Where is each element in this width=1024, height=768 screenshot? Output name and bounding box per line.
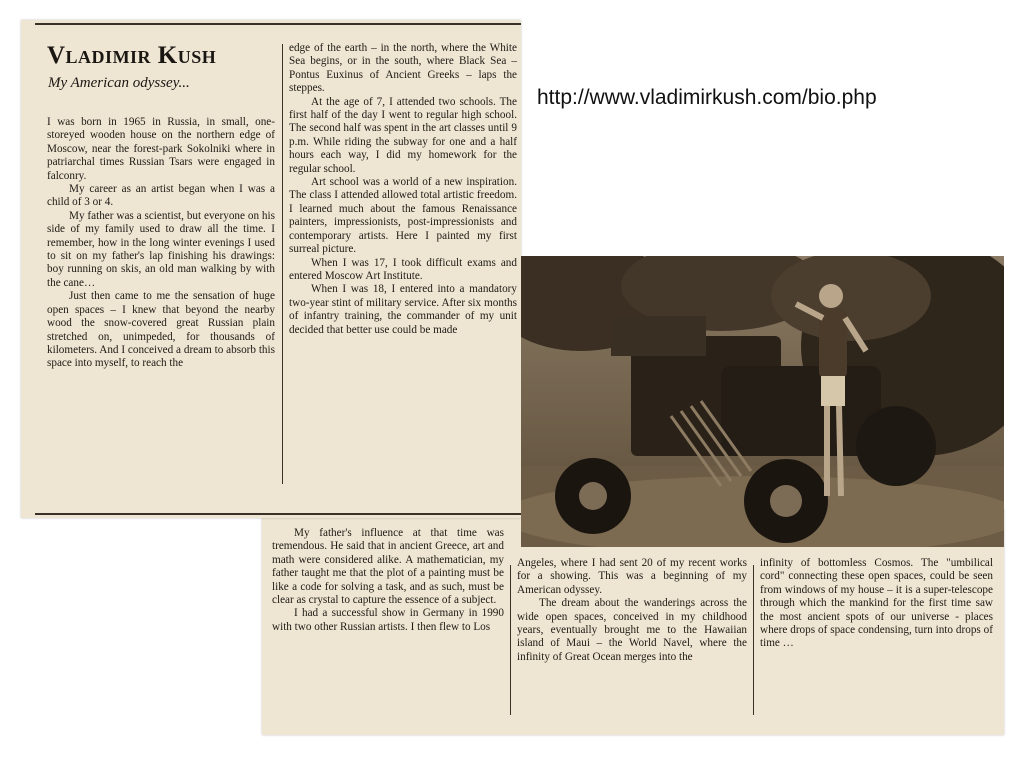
paragraph: Art school was a world of a new inspiration. The class I attended allowed total artistic freedom. I learned much about the famous Renaissance painters, impressionists, post-impressionists and contemporary artists. Here I painted my first surreal picture. [289,176,517,256]
paragraph: My career as an artist began when I was a child of 3 or 4. [47,183,275,209]
source-url[interactable]: http://www.vladimirkush.com/bio.php [537,86,877,109]
bottom-rule [35,513,521,515]
paragraph: Angeles, where I had sent 20 of my recent works for a showing. This was a beginning of my American odyssey. [517,557,747,596]
photo-illustration [521,256,1004,547]
text-column-4 [517,557,747,664]
paragraph: When I was 18, I entered into a mandatory two-year stint of military service. After six months of infantry training, the commander of my unit decided that better use could be made [289,283,517,336]
paragraph: I was born in 1965 in Russia, in small, one-storeyed wooden house on the northern edge of Moscow, near the forest-park Sokolniki where in patriarchal times Russian Tsars were engaged in falconry. [47,116,275,182]
column-divider [510,565,511,715]
paragraph: I had a successful show in Germany in 1990 with two other Russian artists. I then flew to Los [272,607,504,633]
column-divider [282,44,283,484]
article-subtitle: My American odyssey... [48,75,190,91]
paragraph: My father was a scientist, but everyone on his side of my family used to draw all the time. I remember, how in the long winter evenings I used to sit on my father's lap finishing his drawings: boy running on skis, an old man walking by with the cane… [47,209,275,289]
paragraph: The dream about the wanderings across the wide open spaces, conceived in my childhood years, eventually brought me to the Hawaiian island of Maui – the World Navel, where the infinity of Great Ocean merges into the [517,597,747,663]
paragraph: edge of the earth – in the north, where the White Sea begins, or in the south, where Black Sea – Pontus Euxinus of Ancient Greeks – laps the steppes. [289,42,517,95]
text-column-2 [289,42,517,337]
paragraph: Just then came to me the sensation of huge open spaces – I knew that beyond the nearby wood the snow-covered great Russian plain stretched on, unimpeded, for thousands of kilometers. And I conceived a dream to absorb this space into myself, to reach the [47,290,275,370]
text-column-1 [47,116,275,371]
paragraph: infinity of bottomless Cosmos. The "umbilical cord" connecting these open spaces, could be seen from windows of my house – it is a super-telescope through which the mankind for the first time saw the most ancient spots of our universe - places where drops of space condensing, turn into drops of time … [760,557,993,650]
article-clipping-top [21,20,521,518]
article-title: Vladimir Kush [47,42,217,69]
top-rule [35,23,521,25]
text-column-5 [760,557,993,651]
text-column-3 [272,519,504,634]
paragraph: At the age of 7, I attended two schools. The first half of the day I went to regular high school. The second half was spent in the art classes until 9 p.m. While riding the subway for one and a half hours each way, I did my homework for the regular school. [289,95,517,175]
column-divider [753,565,754,715]
paragraph: When I was 17, I took difficult exams and entered Moscow Art Institute. [289,256,517,282]
photo-artist-with-tractor [521,256,1004,547]
paragraph: My father's influence at that time was tremendous. He said that in ancient Greece, art and math were considered alike. A mathematician, my father taught me that the plot of a painting must be like a code for solving a task, and as such, must be clear as crystal to capture the essence of a subject. [272,527,504,607]
